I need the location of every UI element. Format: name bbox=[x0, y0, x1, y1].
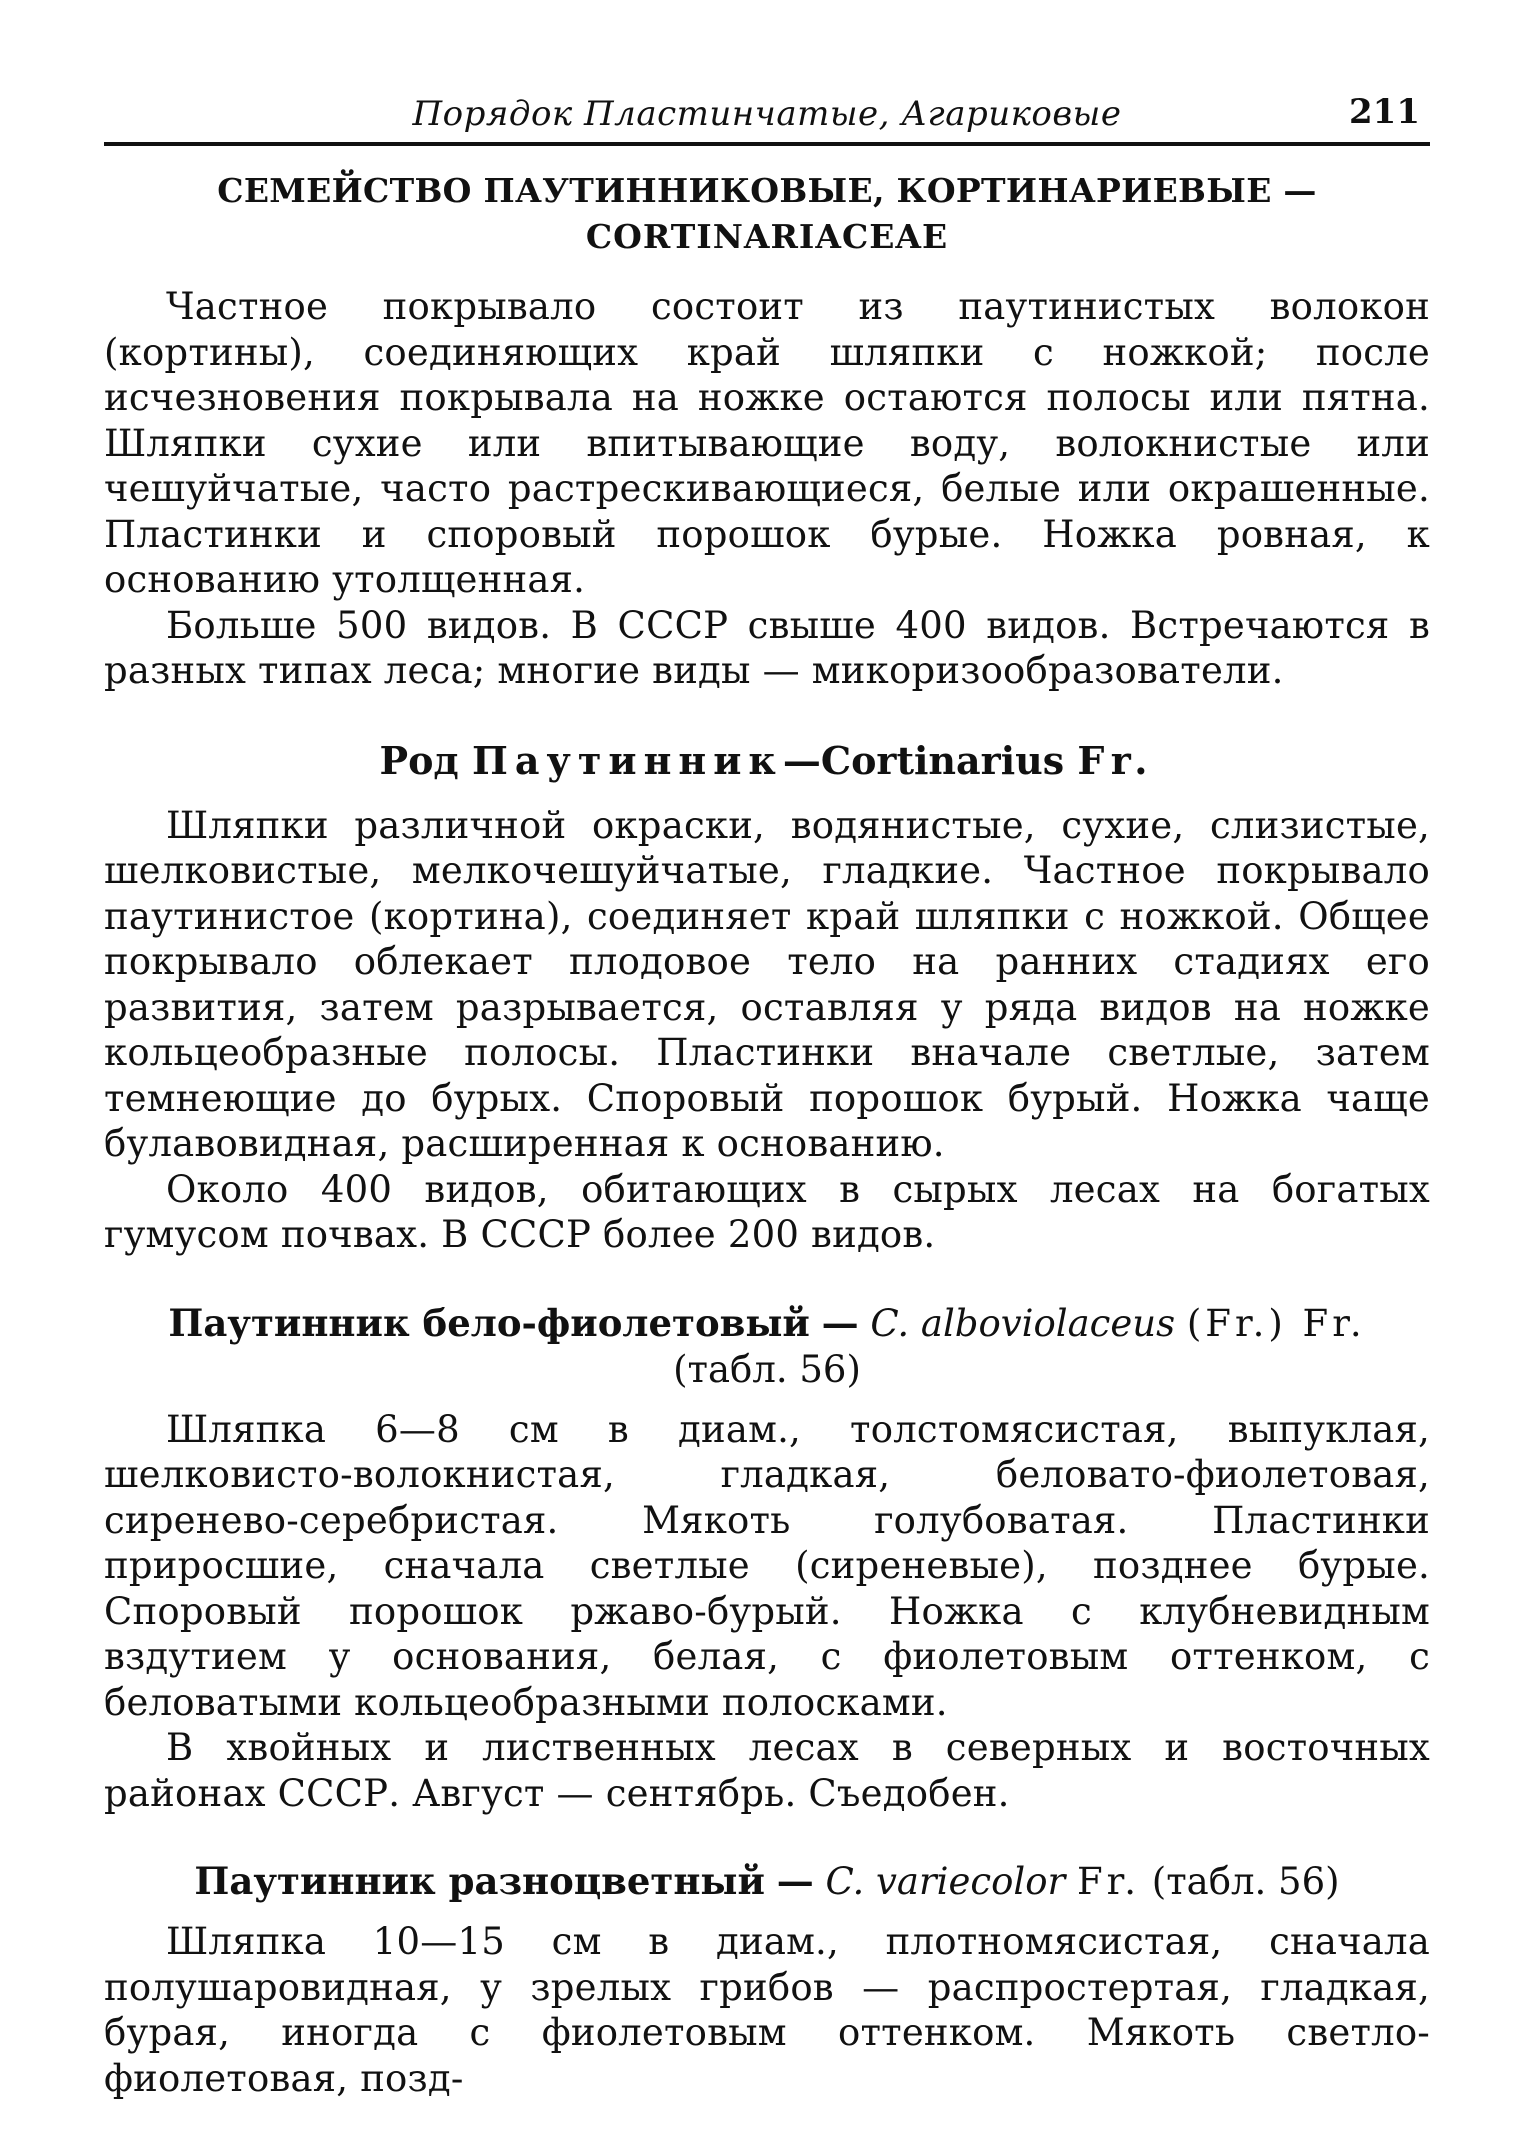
genus-heading bbox=[104, 738, 1430, 783]
running-head bbox=[104, 80, 1430, 146]
genus-name-lat: Cortinarius bbox=[820, 737, 1065, 783]
species-dash: — bbox=[821, 1300, 859, 1345]
species-plate-ref: (табл. 56) bbox=[1151, 1860, 1340, 1903]
species-name-ru: Паутинник разноцветный bbox=[194, 1859, 765, 1903]
species-dash: — bbox=[776, 1859, 814, 1903]
genus-label: Род bbox=[379, 737, 459, 783]
species-author: (Fr.) Fr. bbox=[1186, 1301, 1366, 1345]
genus-description: Шляпки различной окраски, водянистые, сухие, слизистые, шелковистые, мелкочешуйчатые, гладкие. Частное покрывало паутинистое (кортина), соединяет край шляпки с ножкой. Общее покрывало облекает плодовое тело на ранних стадиях его развития, затем разрывается, оставляя у ряда видов на ножке кольцеобразные полосы. Пластинки вначале светлые, затем темнеющие до бурых. Споровый порошок бурый. Ножка чаще булавовидная, расширенная к основанию. bbox=[104, 803, 1430, 1165]
genus-dash: — bbox=[782, 737, 821, 783]
species-heading bbox=[104, 1300, 1430, 1393]
species-habitat: В хвойных и лиственных лесах в северных и восточных районах СССР. Август — сентябрь. Съедобен. bbox=[104, 1726, 1430, 1815]
species-author: Fr. bbox=[1076, 1860, 1140, 1903]
page-number: 211 bbox=[1349, 92, 1420, 132]
species-name-lat: C. alboviolaceus bbox=[870, 1301, 1176, 1345]
family-description: Частное покрывало состоит из паутинистых волокон (кортины), соединяющих край шляпки с ножкой; после исчезновения покрывала на ножке остаются полосы или пятна. Шляпки сухие или впитывающие воду, волокнистые или чешуйчатые, часто растрескивающиеся, белые или окрашенные. Пластинки и споровый порошок бурые. Ножка ровная, к основанию утолщенная. bbox=[104, 285, 1430, 601]
species-name-ru: Паутинник бело-фиолетовый bbox=[168, 1300, 810, 1345]
species-description: Шляпка 6—8 см в диам., толстомясистая, выпуклая, шелковисто-волокнистая, гладкая, беловато-фиолетовая, сиренево-серебристая. Мякоть голубоватая. Пластинки приросшие, сначала светлые (сиреневые), позднее бурые. Споровый порошок ржаво-бурый. Ножка с клубневидным вздутием у основания, белая, с фиолетовым оттенком, с беловатыми кольцеобразными полосками. bbox=[104, 1407, 1430, 1724]
species-heading bbox=[104, 1858, 1430, 1905]
species-name-lat: C. variecolor bbox=[825, 1860, 1066, 1903]
species-plate-ref: (табл. 56) bbox=[673, 1347, 861, 1391]
genus-author: Fr. bbox=[1077, 737, 1155, 783]
family-distribution: Больше 500 видов. В СССР свыше 400 видов. Встречаются в разных типах леса; многие виды — микоризообразователи. bbox=[104, 603, 1430, 692]
genus-name-ru: Паутинник bbox=[472, 737, 783, 783]
family-heading bbox=[104, 168, 1430, 260]
genus-distribution: Около 400 видов, обитающих в сырых лесах на богатых гумусом почвах. В СССР более 200 видов. bbox=[104, 1167, 1430, 1256]
family-heading-ru: СЕМЕЙСТВО ПАУТИННИКОВЫЕ, КОРТИНАРИЕВЫЕ — bbox=[217, 171, 1317, 210]
species-description: Шляпка 10—15 см в диам., плотномясистая, сначала полушаровидная, у зрелых грибов — распростертая, гладкая, бурая, иногда с фиолетовым оттенком. Мякоть светло-фиолетовая, позд- bbox=[104, 1920, 1430, 2100]
family-heading-lat: CORTINARIACEAE bbox=[585, 217, 949, 256]
running-head-title: Порядок Пластинчатые, Агариковые bbox=[412, 94, 1122, 134]
